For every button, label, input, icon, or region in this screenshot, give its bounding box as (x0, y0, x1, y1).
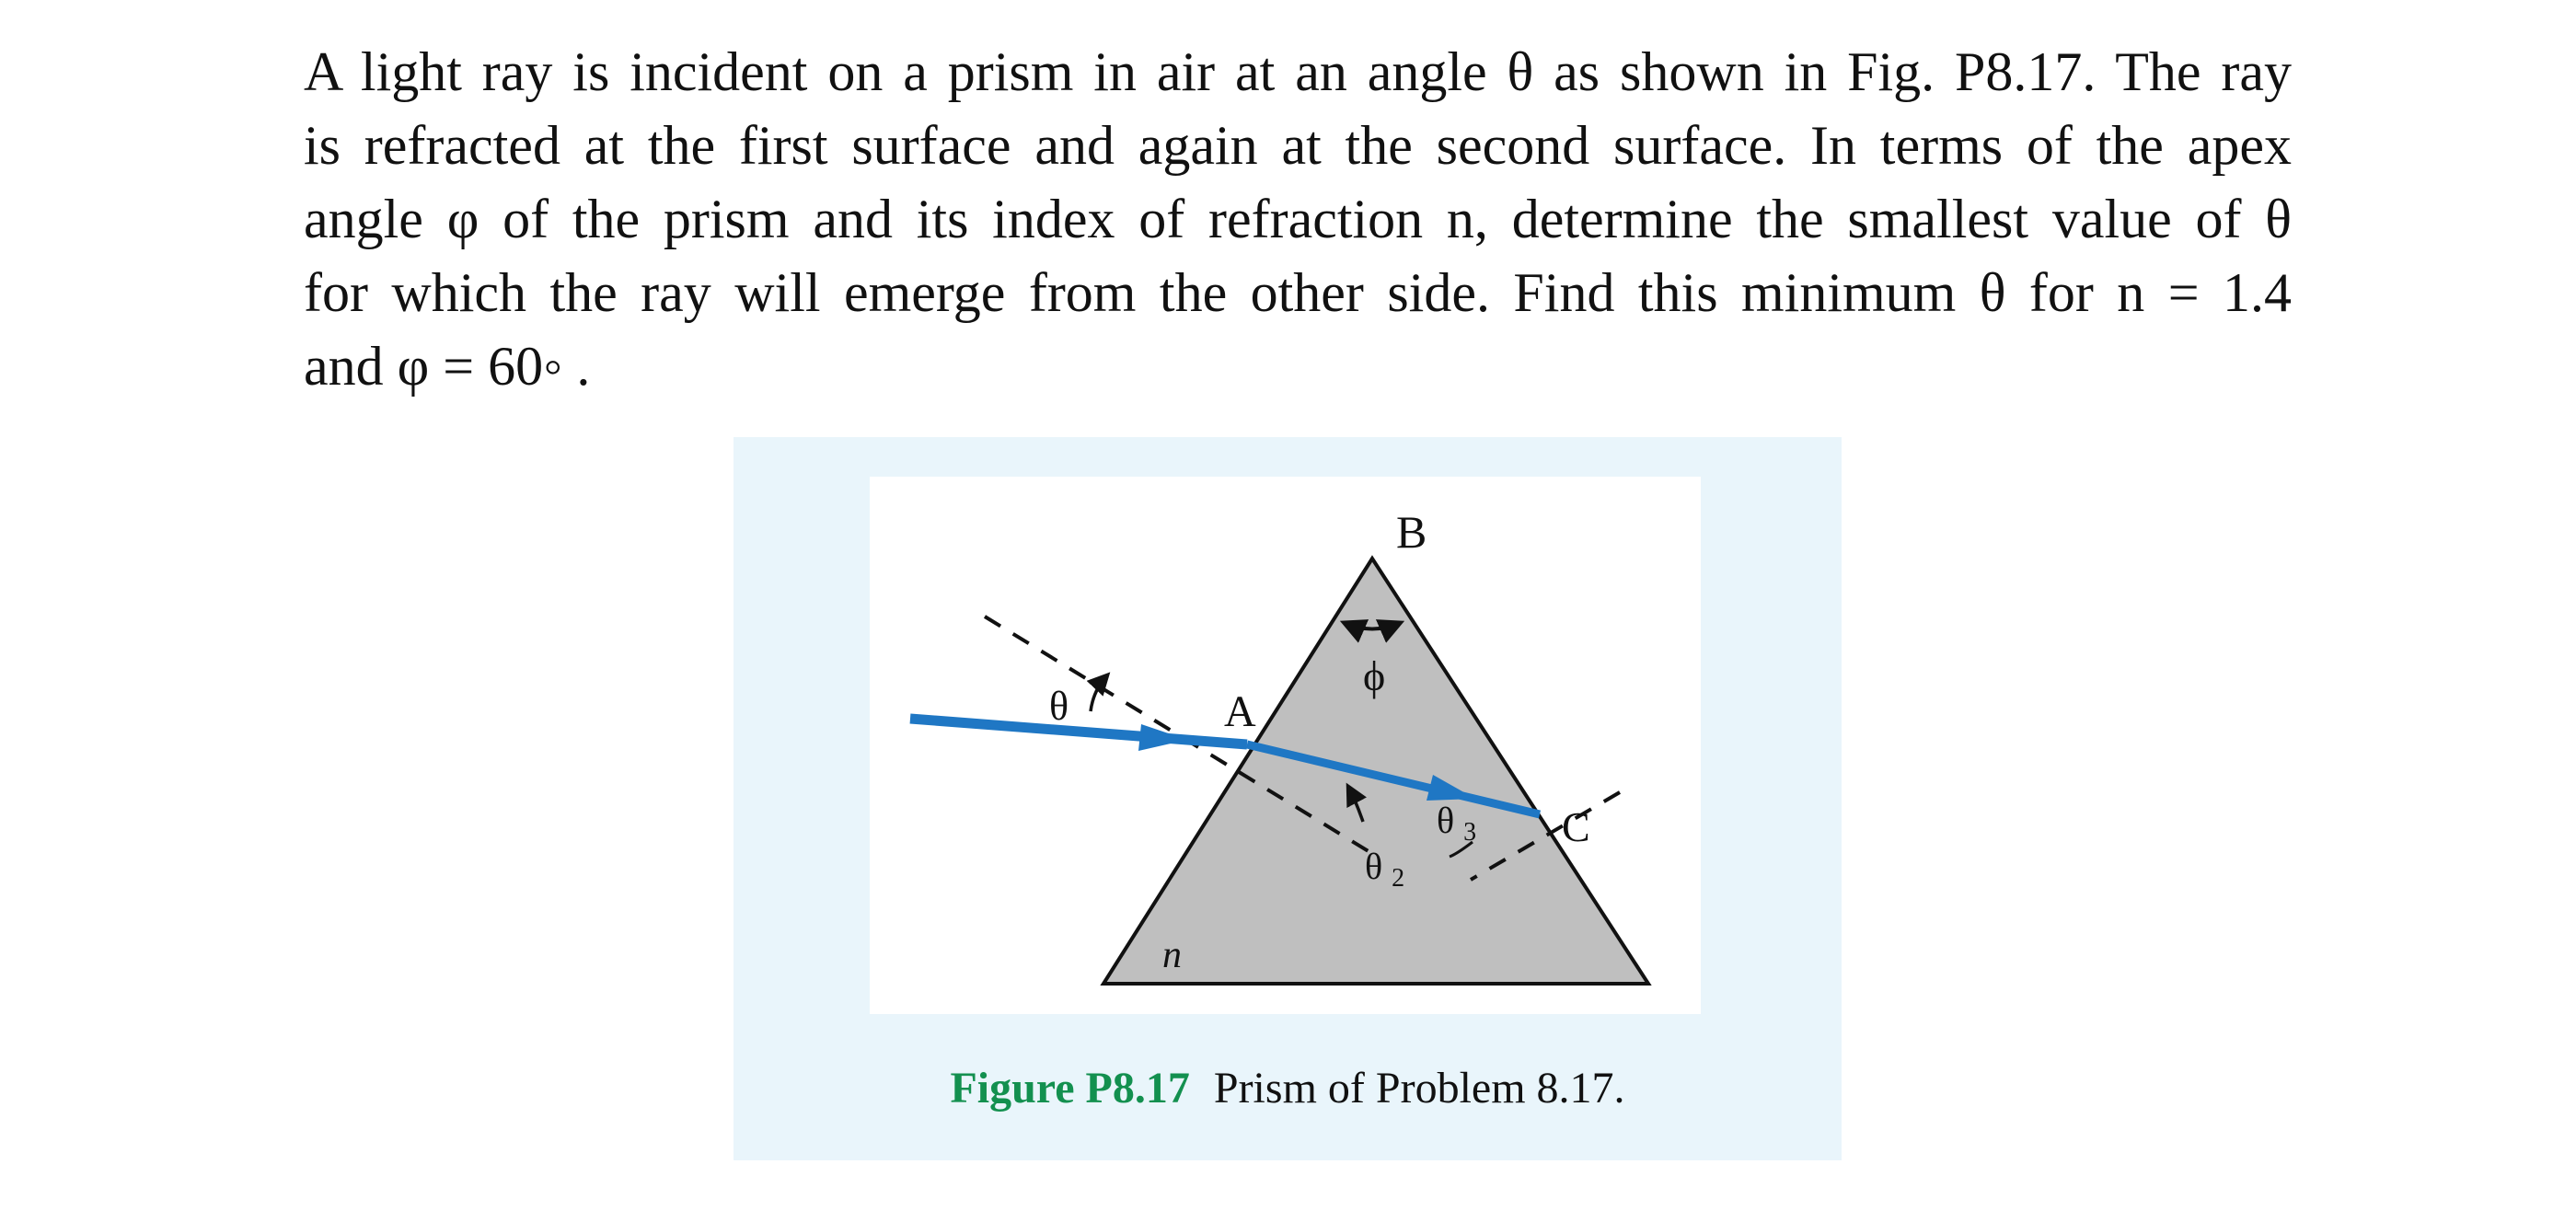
theta2-subscript: 2 (1392, 864, 1405, 893)
problem-line-5: and φ = 60◦ . (304, 336, 591, 397)
problem-line-4: for which the ray will emerge from the other side. Find this minimum θ for n = 1.4 (304, 262, 2292, 323)
problem-line-1: A light ray is incident on a prism in air at an angle θ as shown in Fig. P8.17. The ray (304, 41, 2292, 102)
figure-panel (734, 437, 1842, 1160)
index-label: n (1162, 934, 1182, 976)
vertex-a-label: A (1224, 687, 1256, 736)
figure-caption-text: Prism of Problem 8.17. (1213, 1064, 1625, 1112)
vertex-c-label: C (1562, 803, 1590, 850)
problem-statement (304, 35, 2292, 403)
theta2-symbol: θ (1365, 846, 1383, 887)
theta3-symbol: θ (1437, 800, 1455, 841)
vertex-b-label: B (1396, 506, 1427, 558)
problem-line-2: is refracted at the first surface and again at the second surface. In terms of the apex (304, 115, 2292, 176)
prism-diagram (870, 477, 1701, 1014)
problem-line-3: angle φ of the prism and its index of refraction n, determine the smallest value of θ (304, 189, 2292, 249)
figure-caption (734, 1063, 1842, 1113)
theta-angle-arc (1091, 675, 1107, 711)
figure-id: Figure P8.17 (950, 1064, 1190, 1112)
apex-angle-label: ϕ (1363, 652, 1386, 699)
incident-ray-arrow (1138, 724, 1187, 751)
incident-angle-label: θ (1049, 684, 1069, 729)
figure-canvas (870, 477, 1701, 1014)
incident-ray (910, 719, 1247, 744)
theta3-subscript: 3 (1463, 818, 1477, 847)
